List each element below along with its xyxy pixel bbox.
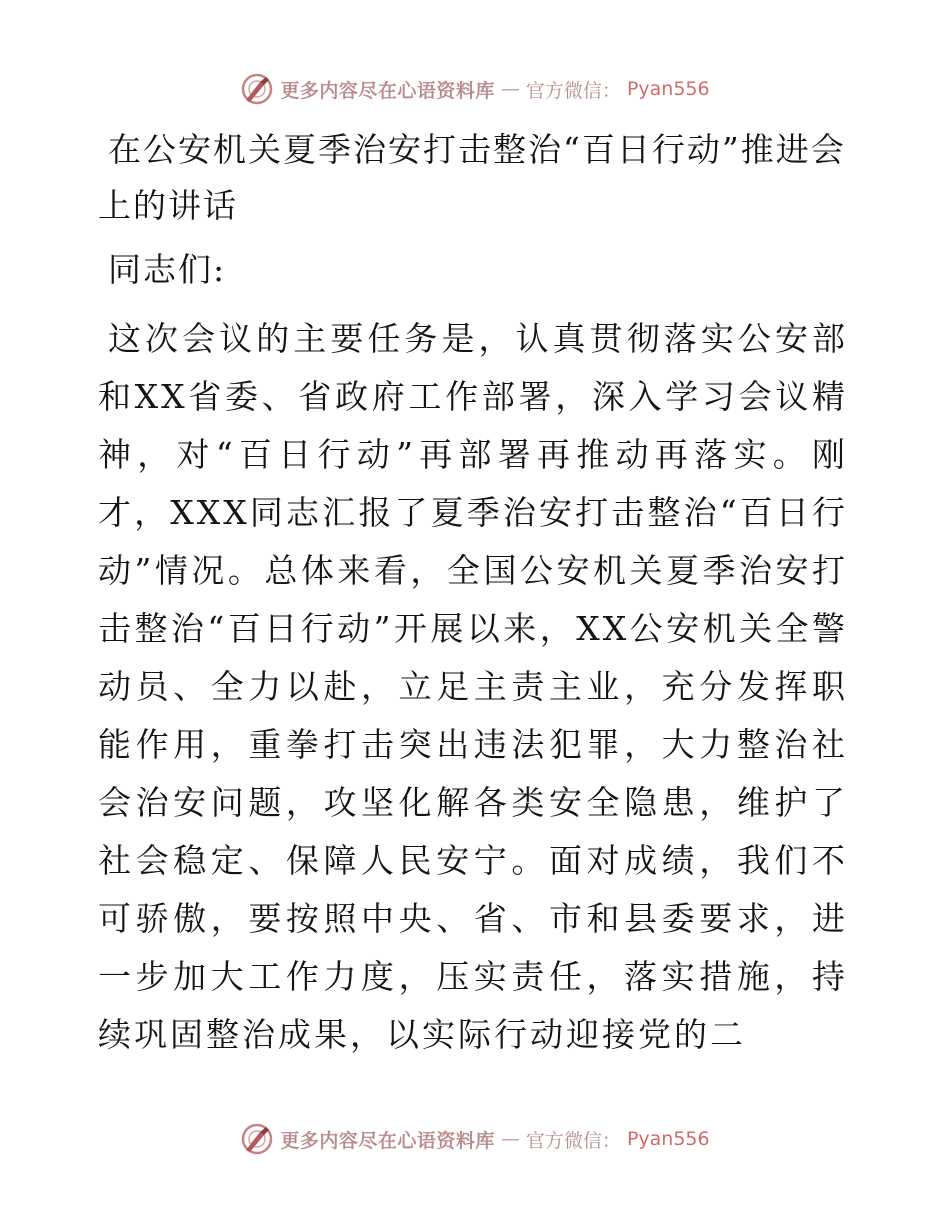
- watermark-wechat-id: Pyan556: [626, 78, 710, 100]
- document-body: [98, 122, 848, 1064]
- watermark-wechat-label: 官方微信：: [525, 1129, 621, 1152]
- salutation: 同志们:: [108, 250, 227, 289]
- watermark-dash: —: [500, 1128, 520, 1150]
- footer-watermark: [0, 1122, 950, 1156]
- pen-logo-icon: [240, 72, 274, 106]
- watermark-wechat-label: 官方微信：: [525, 79, 621, 102]
- header-watermark: [0, 72, 950, 106]
- pen-logo-icon: [240, 1122, 274, 1156]
- body-paragraph: 这次会议的主要任务是，认真贯彻落实公安部和XX省委、省政府工作部署，深入学习会议精神，对“百日行动”再部署再推动再落实。刚才，XXX同志汇报了夏季治安打击整治“百日行动”情况。总体来看，全国公安机关夏季治安打击整治“百日行动”开展以来，XX公安机关全警动员、全力以赴，立足主责主业，充分发挥职能作用，重拳打击突出违法犯罪，大力整治社会治安问题，攻坚化解各类安全隐患，维护了社会稳定、保障人民安宁。面对成绩，我们不可骄傲，要按照中央、省、市和县委要求，进一步加大工作力度，压实责任，落实措施，持续巩固整治成果，以实际行动迎接党的二: [98, 319, 848, 1054]
- watermark-wechat-id: Pyan556: [626, 1128, 710, 1150]
- watermark-text: 更多内容尽在心语资料库: [280, 1129, 495, 1152]
- watermark-dash: —: [500, 78, 520, 100]
- watermark-text: 更多内容尽在心语资料库: [280, 79, 495, 102]
- document-title: 在公安机关夏季治安打击整治“百日行动”推进会上的讲话: [98, 130, 846, 225]
